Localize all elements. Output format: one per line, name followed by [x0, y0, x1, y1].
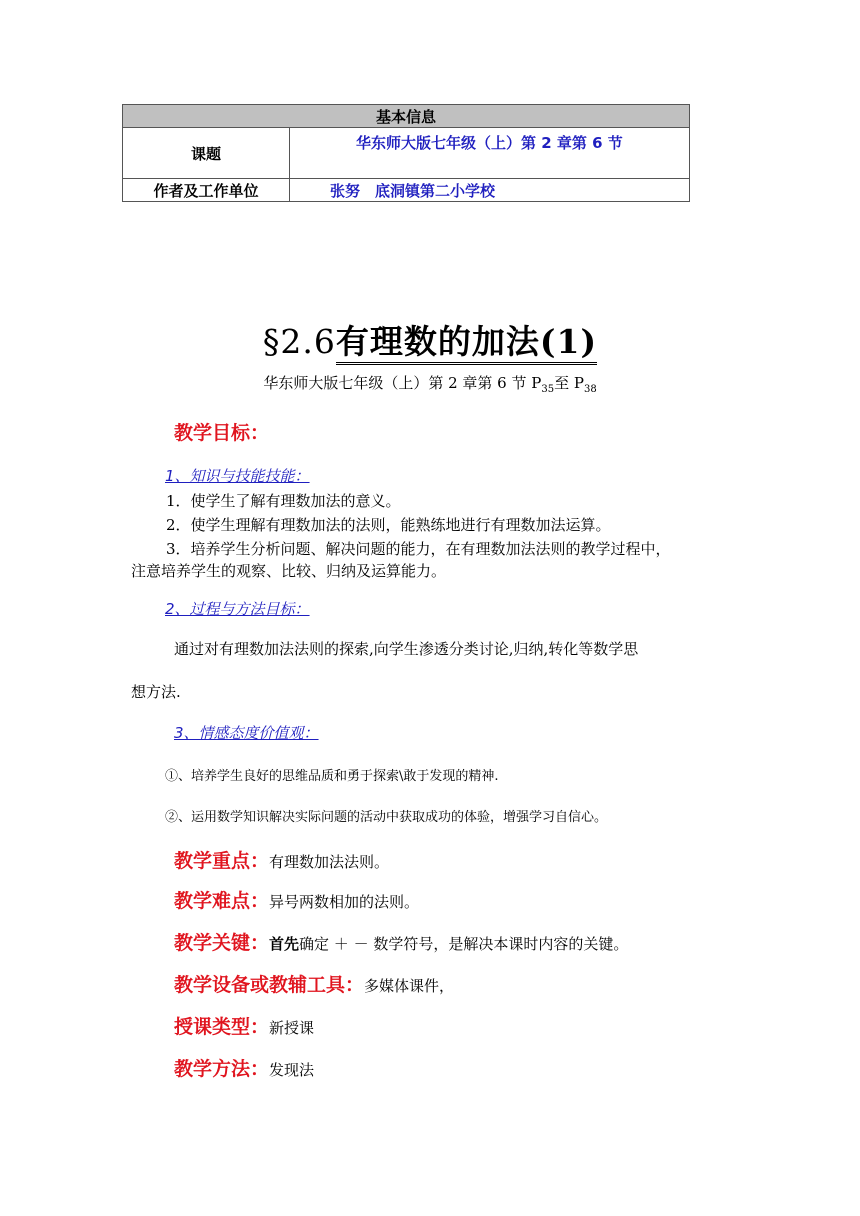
- list-item: ②、运用数学知识解决实际问题的活动中获取成功的体验，增强学习自信心。: [165, 810, 608, 825]
- basic-info-table: [122, 104, 690, 202]
- difficulty-label: 教学难点：: [174, 890, 270, 912]
- key-value: 确定 ＋ － 数学符号，是解决本课时内容的关键。: [299, 935, 629, 953]
- title-text: 有理数的加法(1): [336, 322, 597, 365]
- key-row: [174, 928, 628, 955]
- equipment-value: 多媒体课件，: [364, 977, 455, 995]
- page-start: 35: [541, 384, 555, 395]
- list-item: 注意培养学生的观察、比较、归纳及运算能力。: [131, 562, 447, 580]
- method-value: 发现法: [269, 1061, 315, 1079]
- key-prefix: 首先: [269, 935, 300, 953]
- lesson-type-row: [174, 1012, 314, 1039]
- equipment-row: [174, 970, 454, 997]
- topic-value: 华东师大版七年级（上）第 2 章第 6 节: [290, 128, 690, 179]
- method-label: 教学方法：: [174, 1058, 270, 1080]
- topic-label: 课题: [123, 128, 290, 179]
- section-number: §2.6: [262, 322, 336, 361]
- info-table-header: 基本信息: [123, 105, 690, 128]
- lesson-title: [0, 316, 860, 363]
- key-point-value: 有理数加法法则。: [269, 853, 390, 871]
- list-item: 1．使学生了解有理数加法的意义。: [166, 492, 401, 510]
- objectives-heading: 教学目标：: [174, 422, 270, 444]
- difficulty-row: [174, 886, 419, 913]
- author-label: 作者及工作单位: [123, 179, 290, 202]
- equipment-label: 教学设备或教辅工具：: [174, 974, 365, 996]
- author-value: 张努 底洞镇第二小学校: [290, 179, 690, 202]
- table-row: [123, 179, 690, 202]
- difficulty-value: 异号两数相加的法则。: [269, 893, 420, 911]
- knowledge-heading: 1、知识与技能技能：: [165, 467, 310, 485]
- table-row: [123, 128, 690, 179]
- method-row: [174, 1054, 314, 1081]
- subtitle-text: 华东师大版七年级（上）第 2 章第 6 节 P: [263, 374, 542, 392]
- paragraph-line: 想方法.: [131, 683, 181, 701]
- paragraph-line: 通过对有理数加法法则的探索,向学生渗透分类讨论,归纳,转化等数学思: [174, 640, 639, 658]
- lesson-type-label: 授课类型：: [174, 1016, 270, 1038]
- lesson-type-value: 新授课: [269, 1019, 315, 1037]
- list-item: 3．培养学生分析问题、解决问题的能力，在有理数加法法则的教学过程中，: [166, 540, 671, 558]
- list-item: ①、培养学生良好的思维品质和勇于探索\敢于发现的精神.: [165, 769, 499, 784]
- key-point-row: [174, 846, 389, 873]
- process-heading: 2、过程与方法目标：: [165, 600, 310, 618]
- key-point-label: 教学重点：: [174, 850, 270, 872]
- list-item: 2．使学生理解有理数加法的法则，能熟练地进行有理数加法运算。: [166, 516, 611, 534]
- emotion-heading: 3、情感态度价值观：: [174, 724, 319, 742]
- key-label: 教学关键：: [174, 932, 270, 954]
- lesson-subtitle: [0, 372, 860, 395]
- page-end: 38: [583, 384, 597, 395]
- subtitle-mid: 至 P: [554, 374, 584, 392]
